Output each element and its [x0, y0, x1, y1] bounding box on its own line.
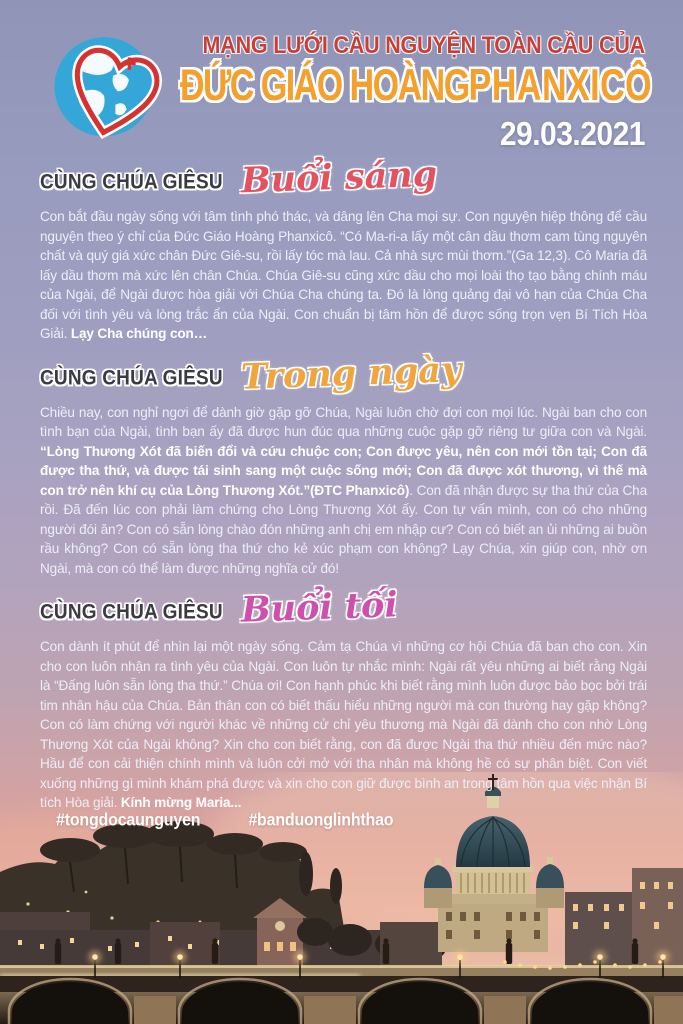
hashtag-tongdocaunguyen: #tongdocaunguyen: [56, 811, 201, 830]
prayer-network-logo: [50, 24, 174, 154]
rose-window: [275, 921, 285, 931]
section-morning: [40, 153, 647, 344]
side-block: [536, 888, 564, 908]
pope-title-name: PHANXICÔ: [468, 61, 653, 111]
section-day: [40, 348, 647, 579]
morning-prayer-invocation: Lạy Cha chúng con…: [70, 326, 208, 341]
section-night: [40, 584, 647, 813]
day-text: Chiều nay, con nghỉ ngơi để dành giờ gặp gỡ Chúa, Ngài luôn chờ đợi con mọi lúc. Ngài ban cho con tình bạn của Ngài, tình bạn ấy đã được hun đúc qua những cuộc gặp gỡ riêng tư giữa con và Ngài.: [40, 404, 647, 439]
cypress-tree: [330, 868, 342, 904]
drum-colonnade: [456, 872, 530, 894]
day-script-title: Trong ngày: [240, 348, 462, 398]
attic: [450, 894, 536, 904]
side-lantern: [547, 857, 553, 864]
bridge-pier: [654, 996, 683, 1024]
night-prayer-invocation: Kính mừng Maria...: [120, 795, 242, 810]
bridge-pier: [304, 996, 356, 1024]
basilica-facade: [438, 904, 548, 952]
network-title: MẠNG LƯỚI CẦU NGUYỆN TOÀN CẦU CỦA: [202, 32, 645, 59]
pope-title-main: ĐỨC GIÁO HOÀNG: [180, 61, 469, 111]
side-block: [424, 888, 452, 908]
pope-title: [180, 61, 653, 111]
section-night-header: [40, 584, 647, 635]
bridge-statue: [632, 938, 638, 964]
date: 29.03.2021: [499, 116, 645, 153]
with-jesus-label: CÙNG CHÚA GIÊSU: [40, 601, 223, 625]
section-day-header: [40, 348, 647, 401]
section-morning-header: [40, 153, 647, 205]
morning-prayer-text: [40, 207, 647, 344]
morning-text: Con bắt đầu ngày sống với tâm tình phó thác, và dâng lên Cha mọi sự. Con nguyện hiệp thông để cầu nguyện theo ý chỉ của Đức Giáo Hoàng Phanxicô. “Có Ma-ri-a lấy một cân dầu thơm cam tùng nguyên chất và quý giá xức chân Đức Giê-su, rồi lấy tóc mà lau. Cả nhà sực mùi thơm.”(Ga 12,3). Cô Maria đã lấy dầu thơm mà xức lên chân Chúa. Chúa Giê-su cũng xức dầu cho mọi loài thọ tạo bằng chính máu của Ngài, để Ngài được hòa giải với Chúa Cha chúng ta. Đó là lòng quảng đại vô hạn của Chúa Cha đối với tình yêu và lòng trắc ẩn của Ngài. Con chuẩn bị tâm hồn để được sống trọn vẹn Bí Tích Hòa Giải.: [40, 209, 647, 341]
side-lantern: [435, 858, 441, 865]
bridge-statue: [506, 938, 512, 964]
night-text: Con dành ít phút để nhìn lại một ngày sống. Cảm tạ Chúa vì những cơ hội Chúa đã ban cho con. Xin cho con luôn nhận ra tình yêu của Ngài. Con luôn tự nhắc mình: Ngài rất yêu những ai biết rằng Ngài là “Đấng luôn sẵn lòng tha thứ.” Chúa ơi! Con hạnh phúc khi biết rằng mình luôn được bảo bọc bởi trái tim nhân hậu của Chúa. Bản thân con có biết thấu hiểu những người mà con thường hay gặp không? Con có làm chứng với người khác về những cử chỉ yêu thương mà Ngài đã dành cho con nhờ Lòng Thương Xót của Ngài không? Xin cho con biết rằng, con đã được Ngài tha thứ nhiều đến mức nào? Hầu để con cải thiện chính mình và luôn cởi mở với tha nhân mà không hề có sự phân biệt. Con viết xuống những gì mình khám phá được và xin cho con giữ được bình an trong tâm hồn qua việc nhận Bí tích Hòa giải.: [40, 639, 647, 810]
bridge-pier: [134, 996, 176, 1024]
night-prayer-text: [40, 637, 647, 813]
cypress-tree: [299, 852, 313, 896]
bridge-pier: [484, 996, 526, 1024]
day-prayer-text: [40, 403, 647, 579]
bridge-statue: [212, 938, 218, 964]
morning-script-title: Buổi sáng: [240, 153, 438, 202]
hashtag-banduonglinhthao: #banduonglinhthao: [248, 811, 394, 830]
night-script-title: Buổi tối: [240, 584, 399, 631]
header: [180, 32, 653, 153]
day-pope-quote: “Lòng Thương Xót đã biến đổi và cứu chuộc con; Con được yêu, nên con mới tồn tại; Con đã được tha thứ, và được tái sinh sang một cuộc sống mới; Con đã được xót thương, vì thế mà con trở nên khí cụ của Lòng Thương Xót.”(ĐTC Phanxicô): [40, 443, 647, 498]
bridge-statue: [115, 938, 121, 964]
hashtags: [56, 812, 393, 830]
bridge-statue: [383, 938, 389, 964]
prayer-content: [40, 153, 647, 826]
day-text-tail: . Con đã nhận được sự tha thứ của Cha rồi. Đã đến lúc con phải làm chứng cho Lòng Thương Xót ấy. Con tự vấn mình, con có cho những người đói ăn? Con có sẵn lòng chào đón những anh chị em nhập cư? Con có biết an ủi những ai buồn rầu không? Con có sẵn lòng tha thứ cho kẻ xúc phạm con không? Lạy Chúa, xin giúp con, nhờ ơn Ngài, mà con có thể làm được những nghĩa cử đó!: [40, 482, 647, 576]
with-jesus-label: CÙNG CHÚA GIÊSU: [40, 366, 223, 390]
with-jesus-label: CÙNG CHÚA GIÊSU: [40, 171, 223, 195]
bridge-statue: [55, 938, 61, 964]
